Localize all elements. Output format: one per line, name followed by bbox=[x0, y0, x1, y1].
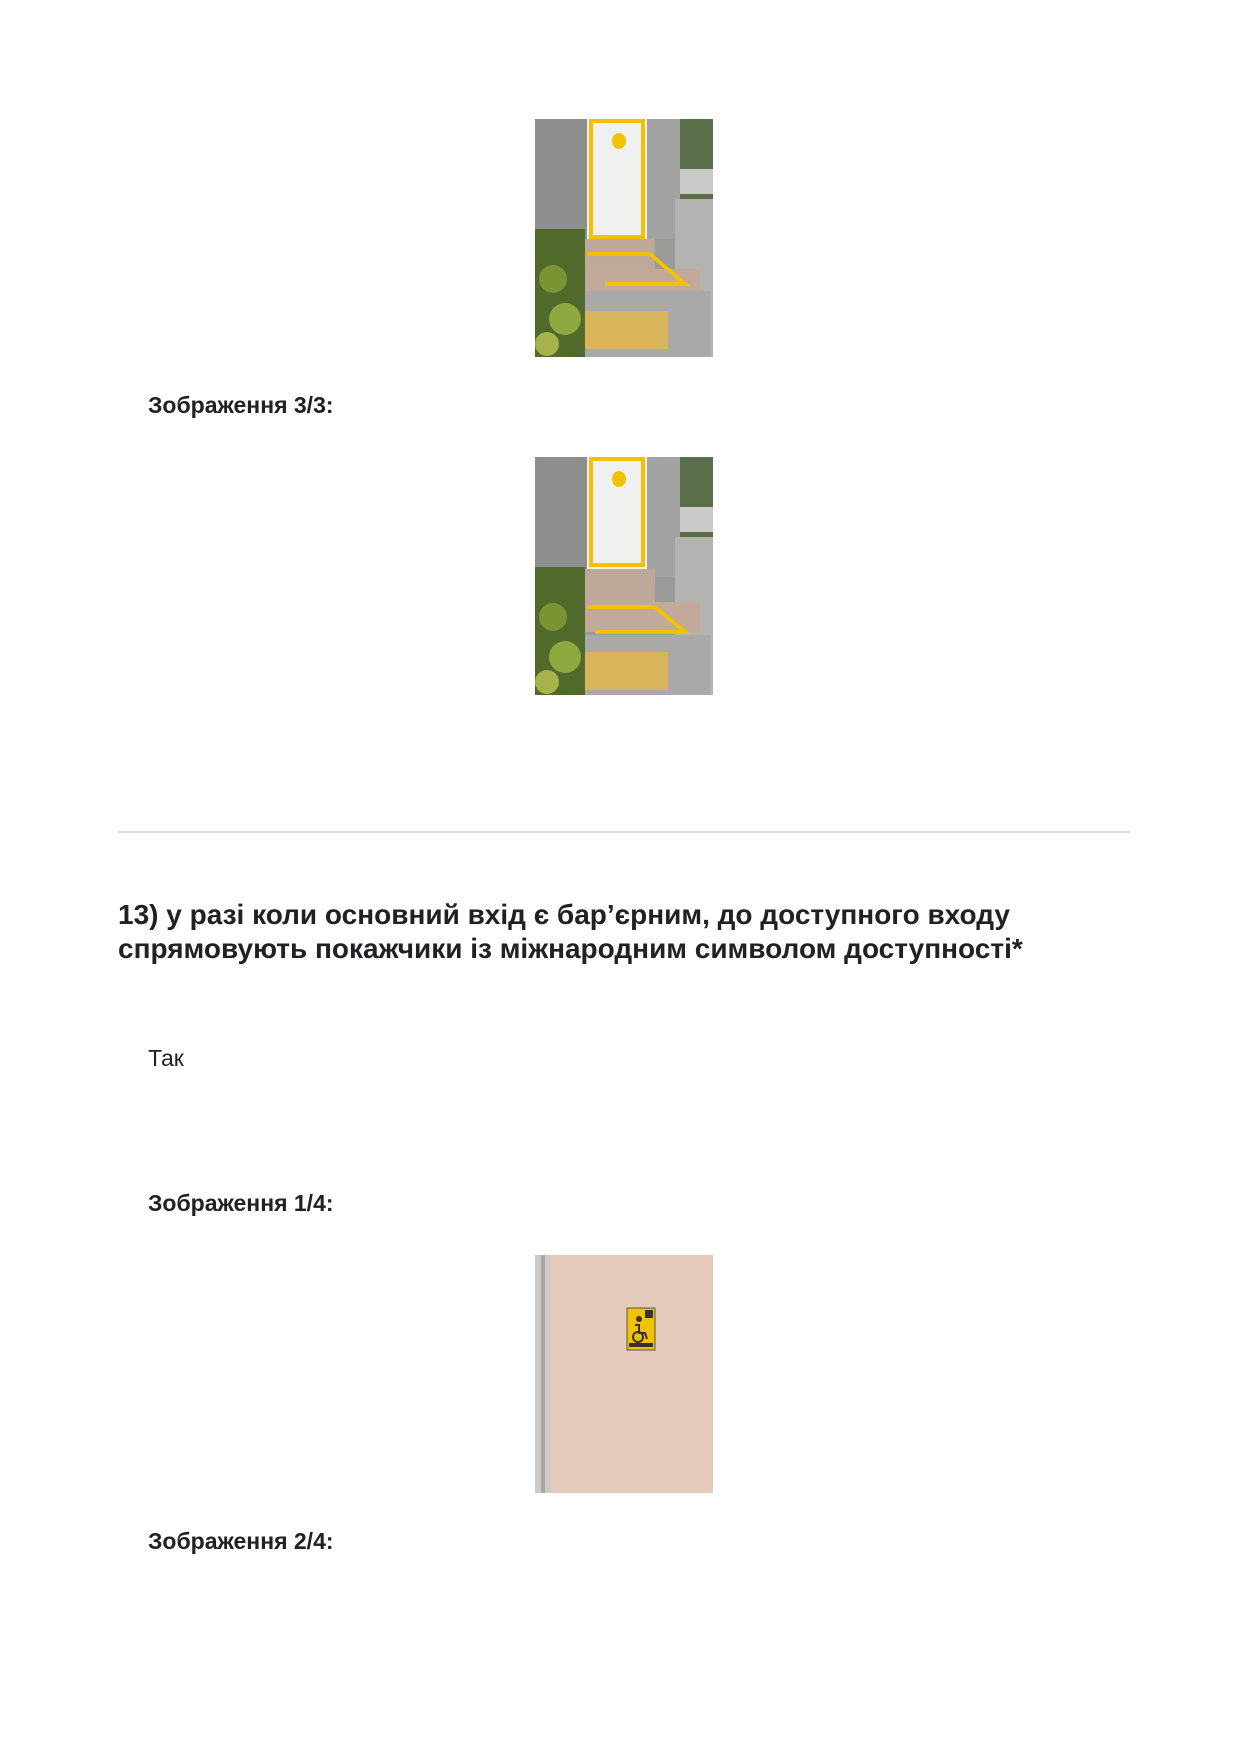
section-divider bbox=[118, 831, 1130, 833]
image-label-3-of-3: Зображення 3/3: bbox=[148, 392, 334, 418]
image-label-2-of-4: Зображення 2/4: bbox=[148, 1528, 334, 1554]
entrance-photo-2 bbox=[535, 119, 713, 357]
wall-accessibility-sign-image bbox=[535, 1255, 713, 1493]
accessibility-sign-photo bbox=[535, 1255, 713, 1493]
entrance-door-steps-image bbox=[535, 457, 713, 695]
entrance-photo-3 bbox=[535, 457, 713, 695]
question-13-title: 13) у разі коли основний вхід є бар’єрним, до доступного входу спрямовують покажчики із міжнародним символом доступності* bbox=[118, 899, 1023, 964]
entrance-door-steps-image bbox=[535, 119, 713, 357]
image-label-1-of-4: Зображення 1/4: bbox=[148, 1190, 334, 1216]
question-13-answer: Так bbox=[148, 1045, 184, 1071]
